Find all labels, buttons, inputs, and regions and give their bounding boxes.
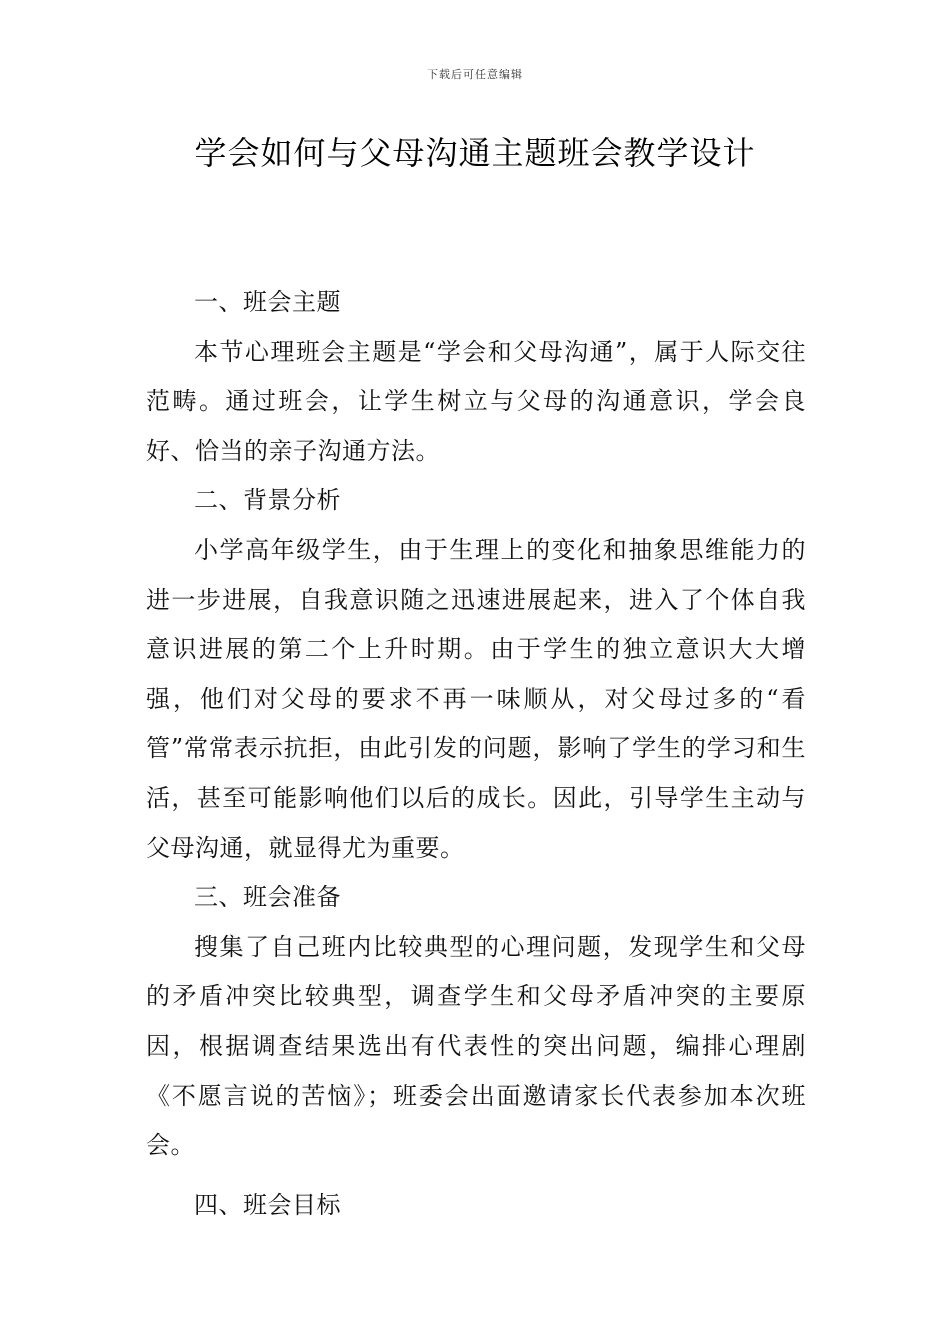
section-heading-3: 三、班会准备	[194, 883, 341, 912]
header-note: 下载后可任意编辑	[427, 68, 523, 81]
section-heading-1: 一、班会主题	[194, 288, 341, 316]
section-heading-2: 二、背景分析	[194, 486, 341, 515]
document-title: 学会如何与父母沟通主题班会教学设计	[194, 134, 756, 172]
document-body	[146, 278, 806, 1230]
spacer	[146, 1171, 806, 1181]
section-paragraph-1: 本节心理班会主题是“学会和父母沟通”，属于人际交往范畴。通过班会，让学生树立与父母的沟通意识，学会良好、恰当的亲子沟通方法。	[146, 337, 806, 465]
section-heading-4: 四、班会目标	[194, 1190, 341, 1219]
section-paragraph-3: 搜集了自己班内比较典型的心理问题，发现学生和父母的矛盾冲突比较典型，调查学生和父母矛盾冲突的主要原因，根据调查结果选出有代表性的突出问题，编排心理剧《不愿言说的苦恼》；班委会出面邀请家长代表参加本次班会。	[146, 932, 806, 1160]
section-paragraph-2: 小学高年级学生，由于生理上的变化和抽象思维能力的进一步进展，自我意识随之迅速进展起来，进入了个体自我意识进展的第二个上升时期。由于学生的独立意识大大增强，他们对父母的要求不再一味顺从，对父母过多的“看管”常常表示抗拒，由此引发的问题，影响了学生的学习和生活，甚至可能影响他们以后的成长。因此，引导学生主动与父母沟通，就显得尤为重要。	[146, 535, 806, 862]
